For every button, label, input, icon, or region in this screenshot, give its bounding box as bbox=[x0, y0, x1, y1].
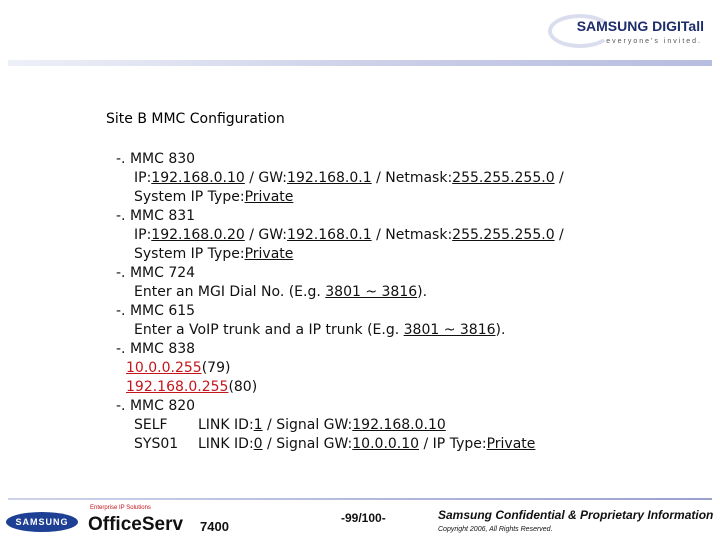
netmask-value: 255.255.255.0 bbox=[452, 227, 555, 243]
mmc-830-heading: -. MMC 830 bbox=[116, 151, 196, 167]
mmc-820-sys01-row: SYS01 LINK ID:0 / Signal GW:10.0.0.10 / IP Type:Private bbox=[134, 436, 536, 452]
ip-value: 192.168.0.10 bbox=[151, 170, 245, 186]
bottom-divider bbox=[8, 498, 712, 500]
product-subtitle: Enterprise IP Solutions bbox=[90, 505, 151, 511]
range-value: 3801 ~ 3816 bbox=[403, 322, 496, 338]
mmc-830-ip-line: IP:192.168.0.10 / GW:192.168.0.1 / Netmask:255.255.255.0 / bbox=[134, 170, 564, 186]
samsung-logo: SAMSUNG bbox=[6, 512, 78, 532]
brand-tagline: everyone's invited. bbox=[606, 38, 702, 45]
system-name: SELF bbox=[134, 417, 168, 433]
broadcast-address: 10.0.0.255 bbox=[126, 360, 202, 376]
mmc-831-ip-line: IP:192.168.0.20 / GW:192.168.0.1 / Netmask:255.255.255.0 / bbox=[134, 227, 564, 243]
mmc-820-heading: -. MMC 820 bbox=[116, 398, 196, 414]
ip-type-value: Private bbox=[244, 246, 294, 262]
broadcast-address: 192.168.0.255 bbox=[126, 379, 229, 395]
range-value: 3801 ~ 3816 bbox=[325, 284, 418, 300]
mmc-615-line: Enter a VoIP trunk and a IP trunk (E.g. 3801 ~ 3816). bbox=[134, 322, 506, 338]
link-id-value: 0 bbox=[253, 436, 263, 452]
mmc-615-heading: -. MMC 615 bbox=[116, 303, 196, 319]
product-name: OfficeServ bbox=[88, 514, 184, 535]
product-model: 7400 bbox=[200, 519, 229, 534]
mmc-838-line-1: 10.0.0.255(79) bbox=[126, 360, 231, 376]
brand-name: SAMSUNG DIGITall bbox=[576, 18, 704, 34]
mmc-831-type-line: System IP Type:Private bbox=[134, 246, 294, 262]
mmc-724-heading: -. MMC 724 bbox=[116, 265, 196, 281]
copyright-notice: Copyright 2006, All Rights Reserved. bbox=[438, 526, 553, 533]
confidential-notice: Samsung Confidential & Proprietary Information bbox=[438, 508, 714, 522]
signal-gw-value: 10.0.0.10 bbox=[352, 436, 420, 452]
header-logo bbox=[574, 12, 704, 50]
mmc-820-self-row: SELF LINK ID:1 / Signal GW:192.168.0.10 bbox=[134, 417, 446, 433]
mmc-838-heading: -. MMC 838 bbox=[116, 341, 196, 357]
page-title: Site B MMC Configuration bbox=[106, 111, 285, 127]
ip-type-value: Private bbox=[486, 436, 536, 452]
config-content bbox=[116, 150, 564, 454]
top-divider bbox=[8, 60, 712, 66]
netmask-value: 255.255.255.0 bbox=[452, 170, 555, 186]
ip-value: 192.168.0.20 bbox=[151, 227, 245, 243]
mmc-724-line: Enter an MGI Dial No. (E.g. 3801 ~ 3816). bbox=[134, 284, 428, 300]
ip-type-value: Private bbox=[244, 189, 294, 205]
system-name: SYS01 bbox=[134, 436, 179, 452]
gw-value: 192.168.0.1 bbox=[287, 227, 372, 243]
gw-value: 192.168.0.1 bbox=[287, 170, 372, 186]
signal-gw-value: 192.168.0.10 bbox=[352, 417, 446, 433]
mmc-838-line-2: 192.168.0.255(80) bbox=[126, 379, 258, 395]
link-id-value: 1 bbox=[253, 417, 263, 433]
page-number: -99/100- bbox=[341, 511, 386, 525]
mmc-830-type-line: System IP Type:Private bbox=[134, 189, 294, 205]
mmc-831-heading: -. MMC 831 bbox=[116, 208, 196, 224]
